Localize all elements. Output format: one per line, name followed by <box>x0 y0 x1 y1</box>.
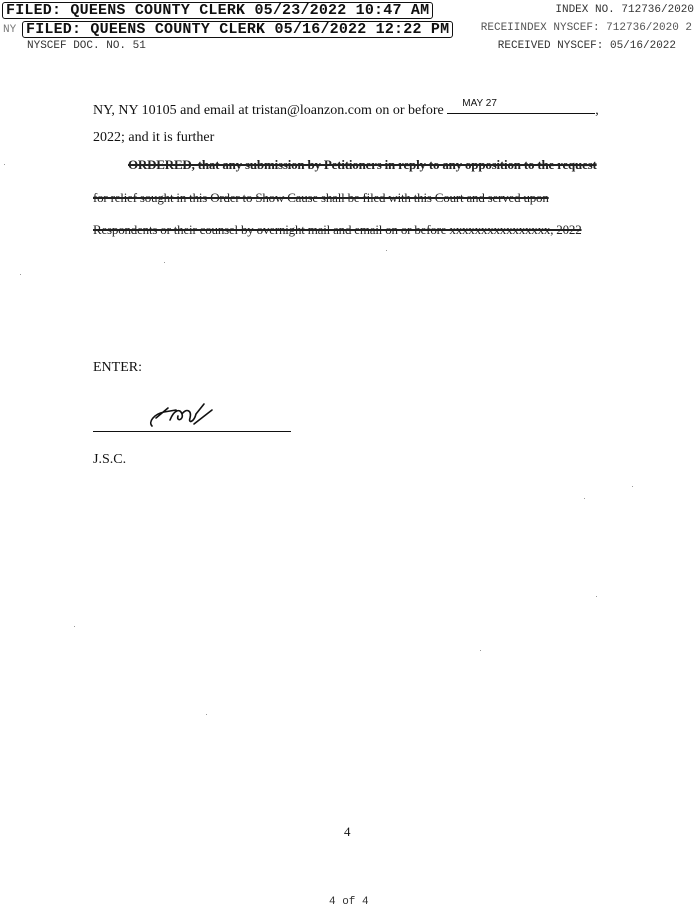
body-line-1 <box>93 98 599 119</box>
struck-paragraph-line-1: ORDERED, that any submission by Petitioners in reply to any opposition to the request <box>128 157 597 172</box>
scan-speck <box>584 498 585 499</box>
nyscef-doc-number: NYSCEF DOC. NO. 51 <box>27 40 146 52</box>
page-of-total: 4 of 4 <box>329 896 369 908</box>
scan-speck <box>74 626 75 627</box>
judge-signature <box>146 400 226 432</box>
struck-paragraph-line-3: Respondents or their counsel by overnight mail and email on or before xxxxxxxxxxxxxxxx, 2022 <box>93 222 582 237</box>
page-number: 4 <box>344 824 351 839</box>
scan-speck <box>596 596 597 597</box>
line1-trailing: , <box>595 103 599 118</box>
scan-speck <box>480 650 481 651</box>
line1-text: NY, NY 10105 and email at tristan@loanzon.com on or before <box>93 103 444 118</box>
signature-line <box>93 431 291 432</box>
jsc-label: J.S.C. <box>93 452 127 467</box>
struck-paragraph-line-2: for relief sought in this Order to Show Cause shall be filed with this Court and served upon <box>93 190 549 205</box>
scan-speck <box>386 250 387 251</box>
nyscef-ghost-text: NY <box>3 24 17 36</box>
scan-speck <box>164 262 165 263</box>
received-nyscef-date: RECEIVED NYSCEF: 05/16/2022 <box>497 40 676 52</box>
enter-label: ENTER: <box>93 360 142 375</box>
index-number-overprint: RECEIINDEX NYSCEF: 712736/2020 2 <box>480 22 692 34</box>
scan-speck <box>632 486 633 487</box>
scan-speck <box>206 714 207 715</box>
body-line-2: 2022; and it is further <box>93 130 215 145</box>
date-blank <box>447 98 595 114</box>
index-number: INDEX NO. 712736/2020 <box>555 4 694 16</box>
filled-date: MAY 27 <box>462 98 497 109</box>
scan-speck <box>4 164 5 165</box>
scan-speck <box>20 274 21 275</box>
filed-stamp-top: FILED: QUEENS COUNTY CLERK 05/23/2022 10:47 AM <box>2 2 433 19</box>
filed-stamp-under: FILED: QUEENS COUNTY CLERK 05/16/2022 12:22 PM <box>22 21 453 38</box>
